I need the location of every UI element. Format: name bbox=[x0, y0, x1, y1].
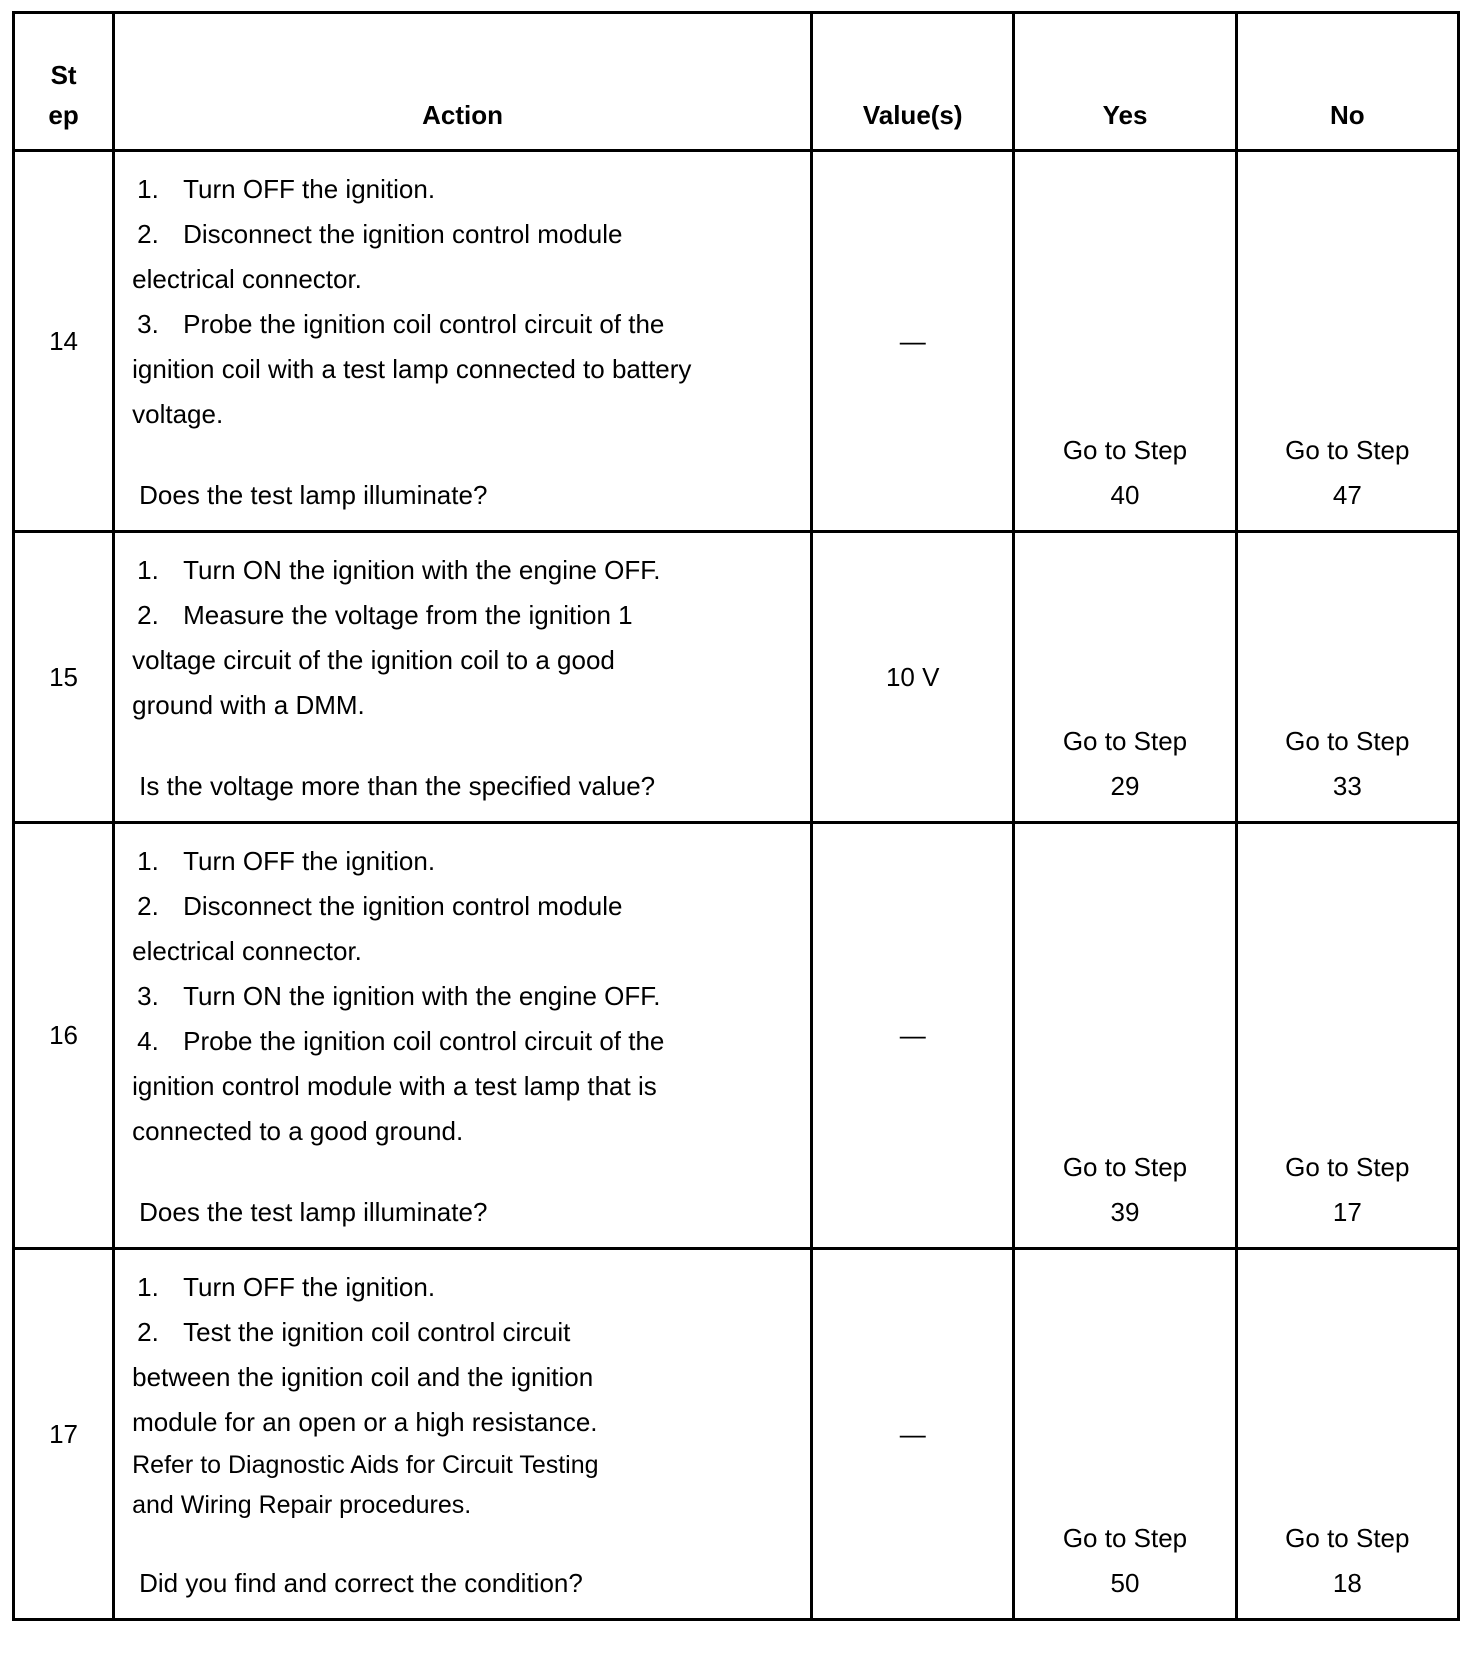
value-cell: — bbox=[812, 151, 1014, 532]
action-text: Probe the ignition coil control circuit of the bbox=[183, 1026, 665, 1056]
header-values bbox=[812, 13, 1014, 151]
action-text: Probe the ignition coil control circuit of the bbox=[183, 309, 665, 339]
action-line bbox=[132, 593, 800, 638]
header-no bbox=[1236, 13, 1458, 151]
action-line bbox=[132, 683, 800, 728]
goto-label: Go to Step bbox=[1062, 726, 1188, 756]
action-text: ignition coil with a test lamp connected to battery bbox=[132, 354, 692, 384]
goto-label: Go to Step bbox=[1285, 435, 1410, 465]
header-values-label: Value(s) bbox=[862, 100, 963, 130]
action-text: electrical connector. bbox=[132, 264, 362, 294]
header-step-label: St ep bbox=[48, 60, 79, 130]
table-row bbox=[14, 1249, 1459, 1620]
action-line bbox=[132, 548, 800, 593]
action-line bbox=[132, 1400, 800, 1445]
goto-label: Go to Step bbox=[1062, 1523, 1188, 1553]
action-number: 1. bbox=[137, 555, 159, 585]
value-cell: 10 V bbox=[812, 532, 1014, 823]
action-number: 2. bbox=[137, 1317, 159, 1347]
action-text: Turn ON the ignition with the engine OFF. bbox=[183, 981, 661, 1011]
header-action-label: Action bbox=[422, 100, 504, 130]
action-line bbox=[132, 638, 800, 683]
action-line bbox=[132, 839, 800, 884]
action-text: ground with a DMM. bbox=[132, 690, 365, 720]
action-number: 2. bbox=[137, 600, 159, 630]
action-line bbox=[132, 1265, 800, 1310]
step-cell: 14 bbox=[14, 151, 114, 532]
action-line bbox=[132, 167, 800, 212]
no-step-number: 18 bbox=[1332, 1568, 1362, 1598]
no-step-number: 33 bbox=[1332, 771, 1362, 801]
action-text: connected to a good ground. bbox=[132, 1116, 464, 1146]
goto-label: Go to Step bbox=[1285, 726, 1410, 756]
action-text: Turn OFF the ignition. bbox=[183, 846, 436, 876]
question-text: Does the test lamp illuminate? bbox=[139, 480, 488, 510]
value-cell: — bbox=[812, 823, 1014, 1249]
yes-cell bbox=[1014, 823, 1236, 1249]
goto-label: Go to Step bbox=[1285, 1152, 1410, 1182]
action-number: 1. bbox=[137, 1272, 159, 1302]
no-cell bbox=[1236, 532, 1458, 823]
action-line bbox=[132, 1310, 800, 1355]
action-line bbox=[132, 1064, 800, 1109]
action-line bbox=[132, 212, 800, 257]
yes-step-number: 40 bbox=[1110, 480, 1140, 510]
action-text: voltage circuit of the ignition coil to a good bbox=[132, 645, 615, 675]
goto-label: Go to Step bbox=[1062, 1152, 1188, 1182]
question-text: Did you find and correct the condition? bbox=[139, 1568, 583, 1598]
action-text: Disconnect the ignition control module bbox=[183, 219, 623, 249]
action-line bbox=[132, 1019, 800, 1064]
action-text: Turn OFF the ignition. bbox=[183, 1272, 436, 1302]
action-cell bbox=[114, 532, 812, 823]
action-line bbox=[132, 974, 800, 1019]
no-cell bbox=[1236, 1249, 1458, 1620]
action-text: electrical connector. bbox=[132, 936, 362, 966]
action-text: between the ignition coil and the ignition bbox=[132, 1362, 594, 1392]
action-line bbox=[132, 1109, 800, 1154]
action-number: 1. bbox=[137, 846, 159, 876]
header-action bbox=[114, 13, 812, 151]
yes-cell bbox=[1014, 1249, 1236, 1620]
step-cell: 16 bbox=[14, 823, 114, 1249]
table-row bbox=[14, 532, 1459, 823]
header-row bbox=[14, 13, 1459, 151]
question-text: Does the test lamp illuminate? bbox=[139, 1197, 488, 1227]
action-line bbox=[132, 1355, 800, 1400]
action-text: voltage. bbox=[132, 399, 224, 429]
action-text: module for an open or a high resistance. bbox=[132, 1407, 598, 1437]
action-line bbox=[132, 884, 800, 929]
question-text: Is the voltage more than the specified value? bbox=[139, 771, 656, 801]
yes-step-number: 29 bbox=[1110, 771, 1140, 801]
action-number: 2. bbox=[137, 219, 159, 249]
step-cell: 17 bbox=[14, 1249, 114, 1620]
table-row bbox=[14, 151, 1459, 532]
action-number: 3. bbox=[137, 309, 159, 339]
header-yes bbox=[1014, 13, 1236, 151]
action-cell bbox=[114, 151, 812, 532]
action-line bbox=[132, 392, 800, 437]
action-number: 1. bbox=[137, 174, 159, 204]
yes-step-number: 39 bbox=[1110, 1197, 1140, 1227]
header-yes-label: Yes bbox=[1102, 100, 1148, 130]
note-line: Refer to Diagnostic Aids for Circuit Testing bbox=[132, 1451, 599, 1479]
action-number: 4. bbox=[137, 1026, 159, 1056]
action-cell bbox=[114, 1249, 812, 1620]
action-cell bbox=[114, 823, 812, 1249]
step-cell: 15 bbox=[14, 532, 114, 823]
header-no-label: No bbox=[1329, 100, 1365, 130]
no-cell bbox=[1236, 151, 1458, 532]
no-step-number: 17 bbox=[1332, 1197, 1362, 1227]
goto-label: Go to Step bbox=[1062, 435, 1188, 465]
action-line bbox=[132, 257, 800, 302]
goto-label: Go to Step bbox=[1285, 1523, 1410, 1553]
action-line bbox=[132, 347, 800, 392]
action-text: Disconnect the ignition control module bbox=[183, 891, 623, 921]
action-number: 2. bbox=[137, 891, 159, 921]
action-text: Turn ON the ignition with the engine OFF. bbox=[183, 555, 661, 585]
value-cell: — bbox=[812, 1249, 1014, 1620]
action-text: Test the ignition coil control circuit bbox=[183, 1317, 571, 1347]
yes-cell bbox=[1014, 151, 1236, 532]
action-text: Measure the voltage from the ignition 1 bbox=[183, 600, 633, 630]
note-line: and Wiring Repair procedures. bbox=[132, 1491, 472, 1519]
diagnostic-table bbox=[12, 11, 1460, 1621]
action-line bbox=[132, 302, 800, 347]
no-cell bbox=[1236, 823, 1458, 1249]
action-line bbox=[132, 929, 800, 974]
table-row bbox=[14, 823, 1459, 1249]
yes-step-number: 50 bbox=[1110, 1568, 1140, 1598]
yes-cell bbox=[1014, 532, 1236, 823]
action-text: Turn OFF the ignition. bbox=[183, 174, 436, 204]
header-step bbox=[14, 13, 114, 151]
action-number: 3. bbox=[137, 981, 159, 1011]
no-step-number: 47 bbox=[1332, 480, 1362, 510]
action-text: ignition control module with a test lamp that is bbox=[132, 1071, 657, 1101]
